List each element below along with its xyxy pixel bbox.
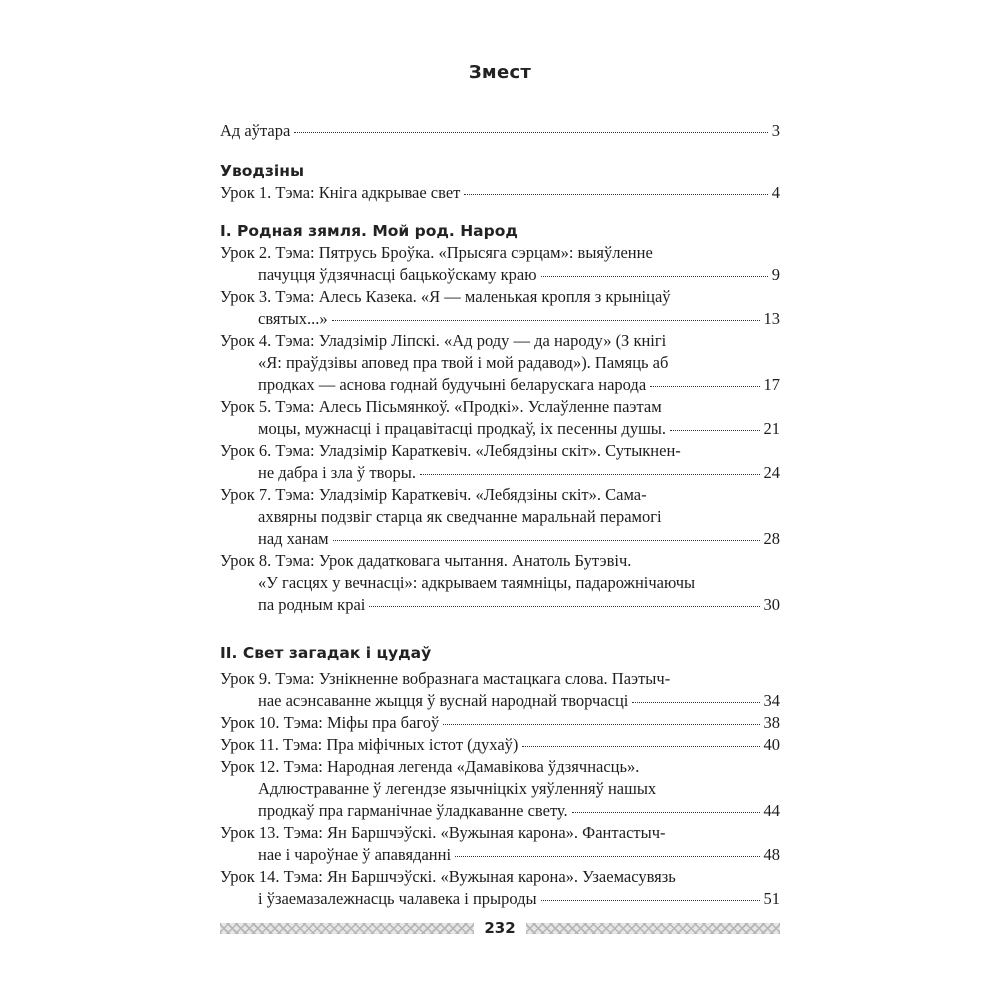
table-of-contents: [220, 120, 780, 910]
dot-leader: [294, 132, 767, 133]
toc-entry-line: «Я: праўдзівы аповед пра твой і мой радавод»). Памяць аб: [258, 353, 669, 372]
toc-entry: моцы, мужнасці і працавітасці продкаў, іх песенны душы. 21: [258, 419, 780, 438]
ornament-band-right: [526, 923, 780, 934]
dot-leader: [650, 386, 759, 387]
toc-entry: продкаў пра гарманічнае ўладкаванне свету. 44: [258, 801, 780, 820]
dot-leader: [333, 540, 760, 541]
dot-leader: [332, 320, 760, 321]
dot-leader: [522, 746, 759, 747]
page-title: Змест: [468, 62, 532, 83]
entry-text: Ад аўтара: [220, 121, 291, 140]
toc-entry: Урок 1. Тэма: Кніга адкрывае свет 4: [220, 183, 780, 202]
toc-entry-line: Урок 9. Тэма: Узнікненне вобразнага мастацкага слова. Паэтыч-: [220, 669, 671, 688]
toc-entry-front: [220, 120, 780, 142]
toc-entry-line: Урок 6. Тэма: Уладзімір Караткевіч. «Лебядзіны скіт». Сутыкнен-: [220, 441, 681, 460]
toc-entry-line: Урок 12. Тэма: Народная легенда «Дамавікова ўдзячнасць».: [220, 757, 640, 776]
page-footer: [220, 918, 780, 938]
toc-entry-line: Урок 5. Тэма: Алесь Пісьмянкоў. «Продкі». Услаўленне паэтам: [220, 397, 662, 416]
toc-entry: нае і чароўнае ў апавяданні 48: [258, 845, 780, 864]
dot-leader: [369, 606, 759, 607]
toc-entry-line: Урок 14. Тэма: Ян Баршчэўскі. «Вужыная карона». Узаемасувязь: [220, 867, 676, 886]
toc-entry: па родным краі 30: [258, 595, 780, 614]
toc-entry-line: Урок 4. Тэма: Уладзімір Ліпскі. «Ад роду — да народу» (З кнігі: [220, 331, 667, 350]
toc-entry: не дабра і зла ў творы. 24: [258, 463, 780, 482]
section-heading-1: I. Родная зямля. Мой род. Народ: [220, 222, 518, 240]
dot-leader: [443, 724, 759, 725]
dot-leader: [541, 276, 768, 277]
toc-entry-line: «У гасцях у вечнасці»: адкрываем таямніцы, падарожнічаючы: [258, 573, 696, 592]
toc-entry: пачуцця ўдзячнасці бацькоўскаму краю 9: [258, 265, 780, 284]
toc-entry: Урок 10. Тэма: Міфы пра багоў 38: [220, 713, 780, 732]
ornament-band-left: [220, 923, 474, 934]
toc-entry-line: Урок 3. Тэма: Алесь Казека. «Я — маленькая кропля з крыніцаў: [220, 287, 671, 306]
toc-entry: Урок 11. Тэма: Пра міфічных істот (духаў) 40: [220, 735, 780, 754]
page-number: 232: [484, 919, 516, 937]
dot-leader: [670, 430, 760, 431]
toc-entry: нае асэнсаванне жыцця ў вуснай народнай творчасці 34: [258, 691, 780, 710]
entry-page: 3: [771, 121, 780, 140]
toc-entry: над ханам 28: [258, 529, 780, 548]
dot-leader: [632, 702, 759, 703]
dot-leader: [455, 856, 759, 857]
section-heading-2: II. Свет загадак і цудаў: [220, 644, 432, 662]
section-heading-intro: Уводзіны: [220, 162, 304, 180]
toc-entry: і ўзаемазалежнасць чалавека і прыроды 51: [258, 889, 780, 908]
toc-entry-line: ахвярны подзвіг старца як сведчанне маральнай перамогі: [258, 507, 662, 526]
toc-entry-line: Адлюстраванне ў легендзе язычніцкіх уяўленняў нашых: [258, 779, 657, 798]
dot-leader: [420, 474, 760, 475]
toc-entry-line: Урок 7. Тэма: Уладзімір Караткевіч. «Лебядзіны скіт». Сама-: [220, 485, 647, 504]
toc-entry: святых...» 13: [258, 309, 780, 328]
dot-leader: [541, 900, 760, 901]
dot-leader: [464, 194, 767, 195]
toc-entry-line: Урок 2. Тэма: Пятрусь Броўка. «Прысяга сэрцам»: выяўленне: [220, 243, 653, 262]
toc-entry-line: Урок 8. Тэма: Урок дадатковага чытання. Анатоль Бутэвіч.: [220, 551, 632, 570]
dot-leader: [572, 812, 760, 813]
toc-entry-line: Урок 13. Тэма: Ян Баршчэўскі. «Вужыная карона». Фантастыч-: [220, 823, 666, 842]
toc-entry: продках — аснова годнай будучыні беларускага народа 17: [258, 375, 780, 394]
